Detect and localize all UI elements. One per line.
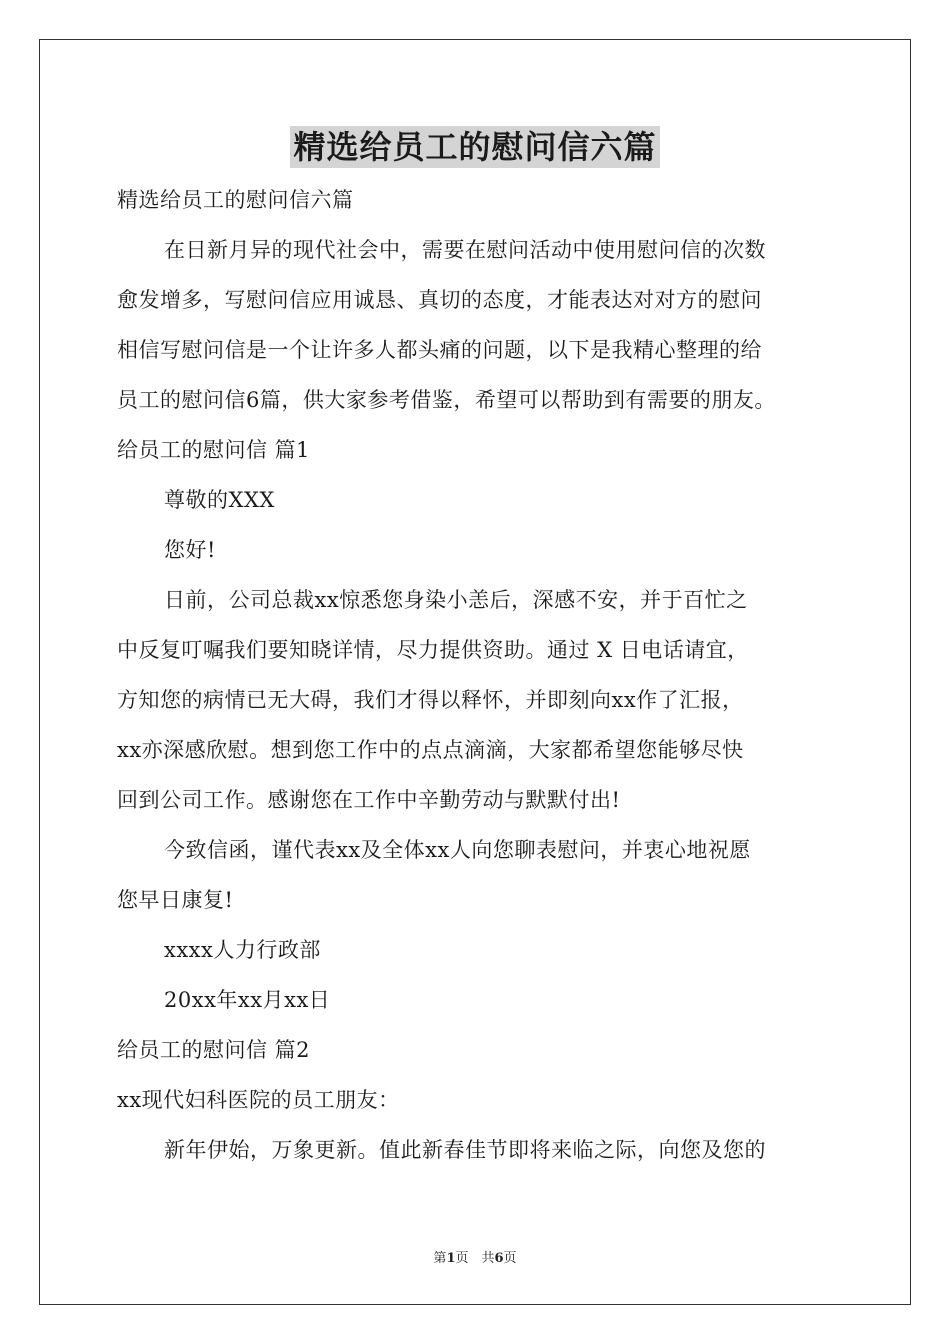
footer-prefix: 第 — [433, 1251, 447, 1266]
paragraph-line: xx亦深感欣慰。想到您工作中的点点滴滴，大家都希望您能够尽快 — [117, 738, 744, 762]
section-heading: 给员工的慰问信 篇1 — [117, 438, 311, 462]
document-title: 精选给员工的慰问信六篇 — [290, 126, 659, 168]
date-line: 20xx年xx月xx日 — [164, 988, 331, 1012]
paragraph-line: 员工的慰问信6篇，供大家参考借鉴，希望可以帮助到有需要的朋友。 — [117, 388, 776, 412]
page-border — [39, 39, 911, 1305]
footer-current-page: 1 — [446, 1251, 456, 1266]
paragraph-line: 在日新月异的现代社会中，需要在慰问活动中使用慰问信的次数 — [164, 238, 766, 262]
page-footer — [0, 1247, 950, 1266]
paragraph-line: 相信写慰问信是一个让许多人都头痛的问题，以下是我精心整理的给 — [117, 338, 762, 362]
section-heading: 给员工的慰问信 篇2 — [117, 1038, 311, 1062]
salutation-line: 尊敬的XXX — [164, 488, 275, 512]
paragraph-line: 回到公司工作。感谢您在工作中辛勤劳动与默默付出! — [117, 788, 621, 812]
paragraph-line: 愈发增多，写慰问信应用诚恳、真切的态度，才能表达对对方的慰问 — [117, 288, 762, 312]
paragraph-line: 日前，公司总裁xx惊悉您身染小恙后，深感不安，并于百忙之 — [164, 588, 748, 612]
footer-total-pages: 6 — [494, 1251, 504, 1266]
paragraph-line: 您早日康复! — [117, 888, 234, 912]
greeting-line: 您好! — [164, 538, 216, 562]
paragraph-line: 方知您的病情已无大碍，我们才得以释怀，并即刻向xx作了汇报， — [117, 688, 744, 712]
paragraph-line: 新年伊始，万象更新。值此新春佳节即将来临之际，向您及您的 — [164, 1138, 766, 1162]
salutation-line: xx现代妇科医院的员工朋友： — [117, 1088, 400, 1112]
subtitle-line: 精选给员工的慰问信六篇 — [117, 188, 354, 212]
footer-mid: 页 共 — [455, 1251, 495, 1266]
paragraph-line: 中反复叮嘱我们要知晓详情，尽力提供资助。通过 X 日电话请宜， — [117, 638, 749, 662]
signature-line: xxxx人力行政部 — [164, 938, 321, 962]
footer-suffix: 页 — [503, 1251, 517, 1266]
paragraph-line: 今致信函，谨代表xx及全体xx人向您聊表慰问，并衷心地祝愿 — [164, 838, 751, 862]
title-wrap — [0, 126, 950, 168]
